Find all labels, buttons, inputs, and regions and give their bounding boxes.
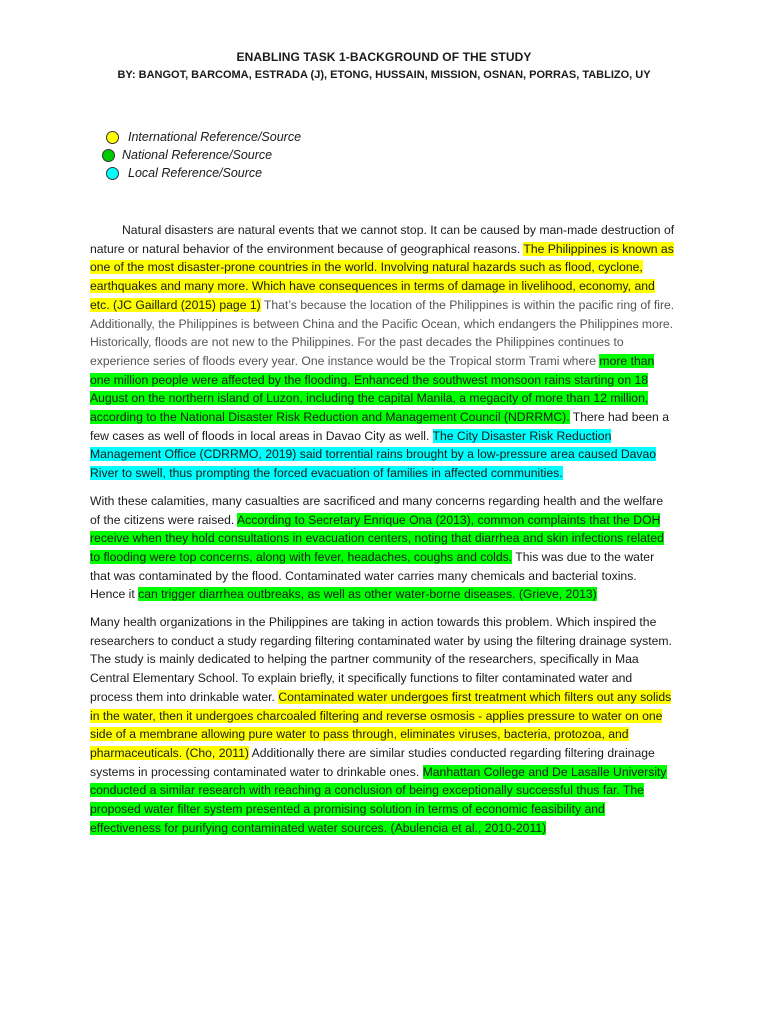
text-segment: Natural disasters are natural events that we cannot stop. It can be caused by man-made destruction of nature or natural behavior of the environment because of geographical reasons. (90, 223, 675, 256)
text-segment: There had been a few cases as well of floods in local areas in Davao City as well. (90, 410, 669, 443)
legend-item-local (106, 164, 301, 182)
legend-label: International Reference/Source (128, 130, 302, 144)
national-source-highlight: can trigger diarrhea outbreaks, as well as other water-borne diseases. (Grieve, 2013) (138, 587, 597, 602)
legend-label: National Reference/Source (122, 148, 273, 162)
legend-item-international (106, 128, 301, 146)
cyan-circle-icon (106, 167, 119, 180)
paragraph-health (90, 492, 675, 604)
text-segment: This was due to the water that was contaminated by the flood. Contaminated water carries many chemicals and bacterial toxins. Hence it (90, 549, 655, 602)
yellow-circle-icon (106, 131, 119, 144)
legend-item-national (102, 146, 301, 164)
document-authors: BY: BANGOT, BARCOMA, ESTRADA (J), ETONG, HUSSAIN, MISSION, OSNAN, PORRAS, TABLIZO, UY (117, 69, 651, 81)
paragraph-study (90, 613, 675, 837)
legend-label: Local Reference/Source (128, 166, 263, 180)
text-segment: That’s because the location of the Philippines is within the pacific ring of fire. Additionally, the Philippines is between China and the Pacific Ocean, which endangers the Philippines more. Historically, floods are not new to the Philippines. For the past decades the Philippines continues to experience series of floods every year. One instance would be the Tropical storm Trami where (90, 297, 675, 368)
international-source-highlight: Contaminated water undergoes first treatment which filters out any solids in the water, then it undergoes charcoaled filtering and reverse osmosis - applies pressure to water on one side of a membrane allowing pure water to pass through, eliminates viruses, bacteria, protozoa, and pharmaceuticals. (Cho, 2011) (90, 689, 672, 760)
document-title: ENABLING TASK 1-BACKGROUND OF THE STUDY (236, 50, 532, 64)
national-source-highlight: more than one million people were affected by the flooding. Enhanced the southwest monsoon rains starting on 18 August on the northern island of Luzon, including the capital Manila, a megacity of more than 12 million, according to the National Disaster Risk Reduction and Management Council (NDRRMC). (90, 353, 655, 425)
text-segment: Additionally there are similar studies conducted regarding filtering drainage systems in processing contaminated water to drinkable ones. (90, 745, 655, 779)
text-segment: With these calamities, many casualties are sacrificed and many concerns regarding health and the welfare of the citizens were raised. (90, 493, 664, 527)
paragraph-intro (90, 221, 675, 483)
national-source-highlight: According to Secretary Enrique Ona (2013), common complaints that the DOH receive when they hold consultations in evacuation centers, noting that diarrhea and skin infections related to flooding were top concerns, along with fever, headaches, coughs and colds. (90, 512, 664, 564)
document-body (90, 221, 675, 847)
color-legend (106, 128, 301, 182)
national-source-highlight: Manhattan College and De Lasalle University conducted a similar research with reaching a conclusion of being exceptionally successful thus far. The proposed water filter system presented a promising solution in terms of economic feasibility and effectiveness for purifying contaminated water sources. (Abulencia et al., 2010-2011) (90, 764, 667, 835)
local-source-highlight: The City Disaster Risk Reduction Management Office (CDRRMO, 2019) said torrential rains brought by a low-pressure area caused Davao River to swell, thus prompting the forced evacuation of families in affected communities. (90, 428, 657, 481)
text-segment: Many health organizations in the Philippines are taking in action towards this problem. Which inspired the researchers to conduct a study regarding filtering contaminated water by using the filtering drainage system. The study is mainly dedicated to helping the partner community of the researchers, specifically in Maa Central Elementary School. To explain briefly, it specifically functions to filter contaminated water and process them into drinkable water. (90, 615, 672, 704)
green-circle-icon (102, 149, 115, 162)
international-source-highlight: The Philippines is known as one of the most disaster-prone countries in the world. Involving natural hazards such as flood, cyclone, earthquakes and many more. Which have consequences in terms of damage in livelihood, economy, and etc. (JC Gaillard (2015) page 1) (90, 241, 674, 312)
